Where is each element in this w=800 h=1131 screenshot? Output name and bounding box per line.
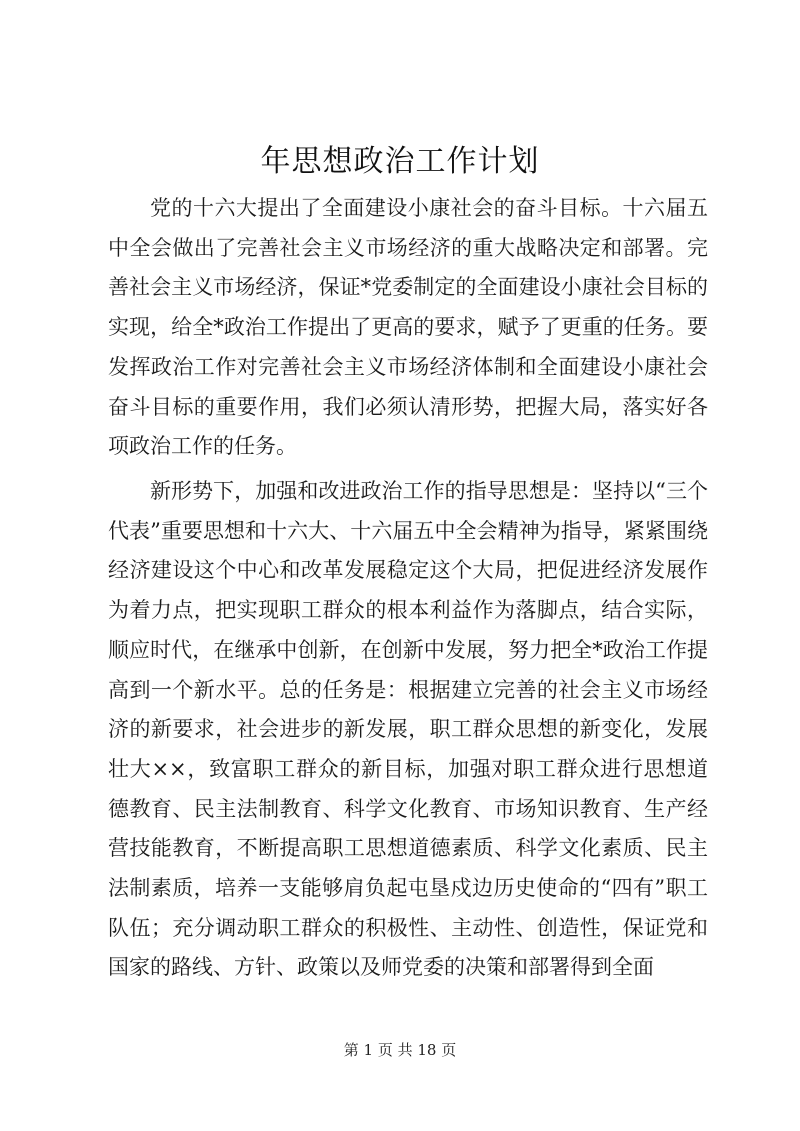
document-title: 年思想政治工作计划 bbox=[260, 144, 540, 179]
page-footer: 第 1 页 共 18 页 bbox=[343, 1041, 457, 1059]
paragraph-2: 新形势下，加强和改进政治工作的指导思想是：坚持以“三个代表”重要思想和十六大、十六届五中全会精神为指导，紧紧围绕经济建设这个中心和改革发展稳定这个大局，把促进经济发展作为着力点，把实现职工群众的根本利益作为落脚点，结合实际，顺应时代，在继承中创新，在创新中发展，努力把全*政治工作提高到一个新水平。总的任务是：根据建立完善的社会主义市场经济的新要求，社会进步的新发展，职工群众思想的新变化，发展壮大××，致富职工群众的新目标，加强对职工群众进行思想道德教育、民主法制教育、科学文化教育、市场知识教育、生产经营技能教育，不断提高职工思想道德素质、科学文化素质、民主法制素质，培养一支能够肩负起屯垦戍边历史使命的“四有”职工队伍；充分调动职工群众的积极性、主动性、创造性，保证党和国家的路线、方针、政策以及师党委的决策和部署得到全面 bbox=[108, 479, 708, 980]
paragraph-1: 党的十六大提出了全面建设小康社会的奋斗目标。十六届五中全会做出了完善社会主义市场经济的重大战略决定和部署。完善社会主义市场经济，保证*党委制定的全面建设小康社会目标的实现，给全*政治工作提出了更高的要求，赋予了更重的任务。要发挥政治工作对完善社会主义市场经济体制和全面建设小康社会奋斗目标的重要作用，我们必须认清形势，把握大局，落实好各项政治工作的任务。 bbox=[108, 196, 708, 459]
